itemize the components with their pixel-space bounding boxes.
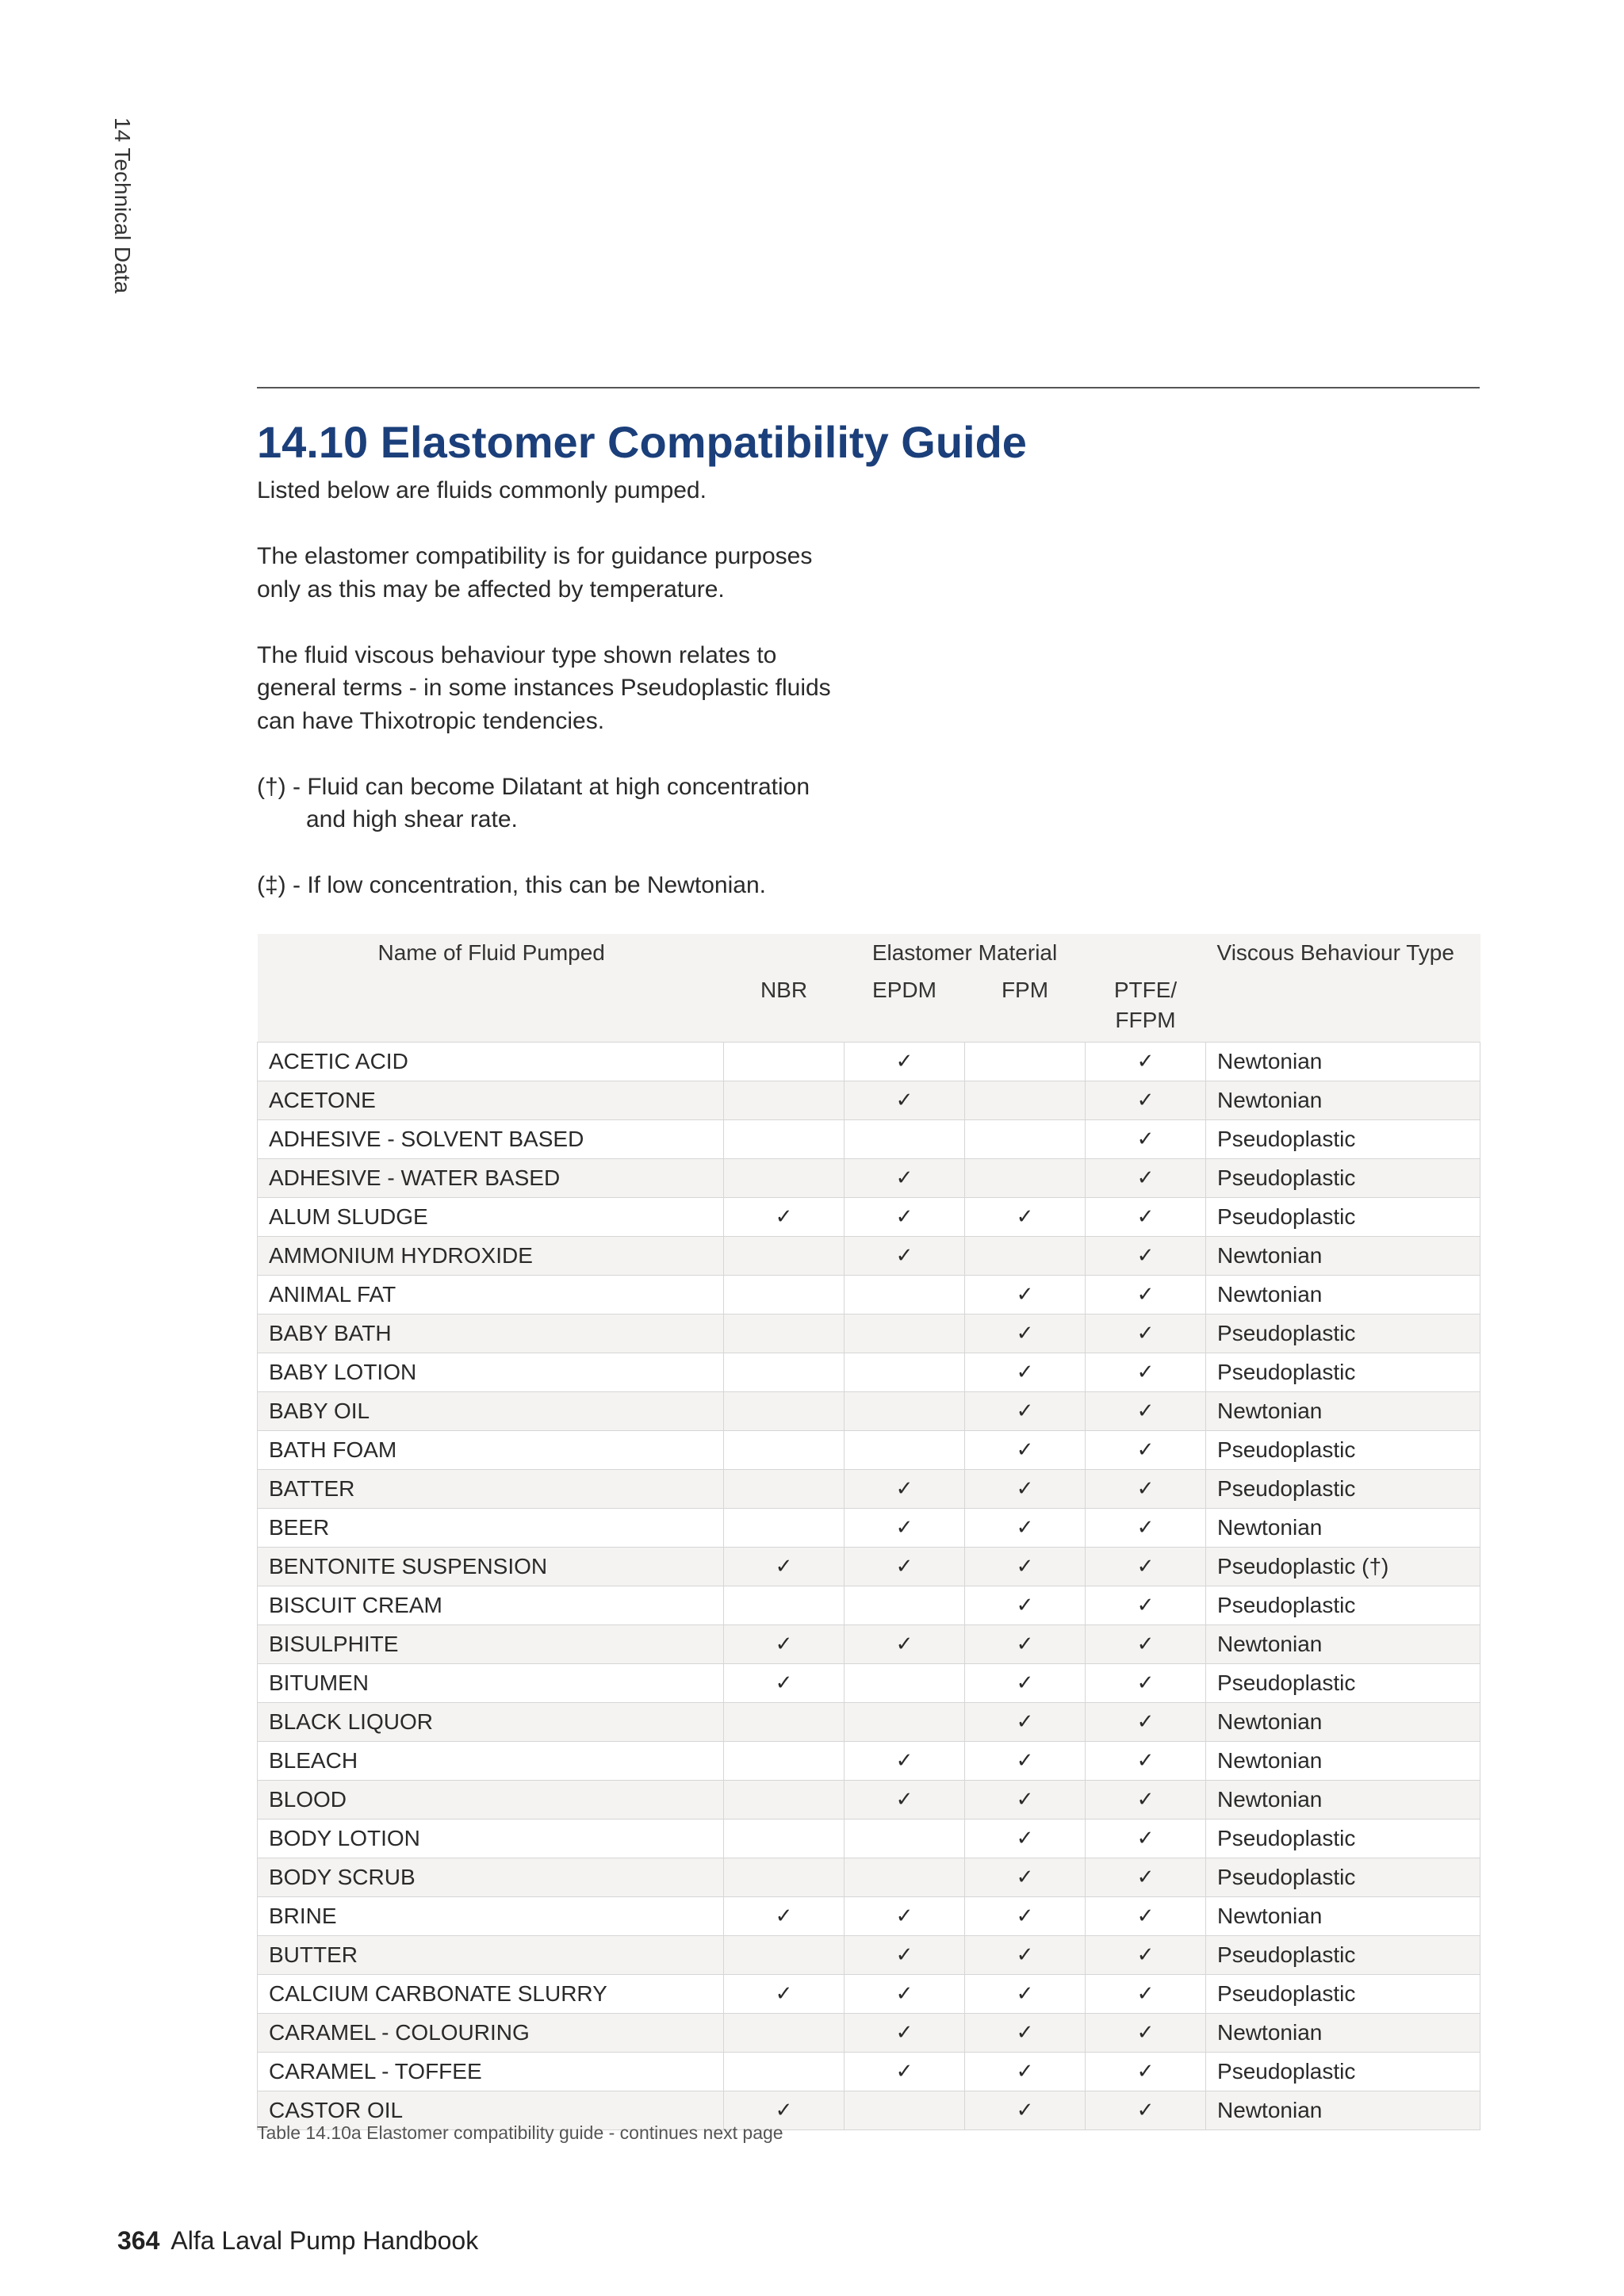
viscous-type-cell: Pseudoplastic	[1206, 1975, 1480, 2014]
table-row	[258, 1936, 1480, 1975]
ptfe-check-cell: ✓	[1086, 1703, 1206, 1742]
ptfe-check-cell: ✓	[1086, 1314, 1206, 1353]
viscous-type-cell: Pseudoplastic	[1206, 1353, 1480, 1392]
ptfe-check-cell: ✓	[1086, 1276, 1206, 1314]
epdm-check-cell: ✓	[845, 1198, 965, 1237]
nbr-check-cell: ✓	[724, 1198, 845, 1237]
page-title: 14.10 Elastomer Compatibility Guide	[257, 417, 1027, 467]
viscous-type-cell: Newtonian	[1206, 1043, 1480, 1081]
fpm-check-cell: ✓	[965, 1314, 1086, 1353]
fpm-check-cell: ✓	[965, 1431, 1086, 1470]
header-nbr: NBR	[724, 972, 845, 1043]
page-footer	[117, 2226, 478, 2256]
table-row	[258, 1664, 1480, 1703]
intro-p3-line3: can have Thixotropic tendencies.	[257, 707, 605, 734]
ptfe-check-cell: ✓	[1086, 1820, 1206, 1858]
nbr-check-cell	[724, 1314, 845, 1353]
fpm-check-cell: ✓	[965, 2014, 1086, 2053]
fpm-check-cell	[965, 1237, 1086, 1276]
ptfe-check-cell: ✓	[1086, 1781, 1206, 1820]
fluid-name-cell: CARAMEL - TOFFEE	[258, 2053, 724, 2091]
viscous-type-cell: Pseudoplastic	[1206, 2053, 1480, 2091]
epdm-check-cell: ✓	[845, 1742, 965, 1781]
nbr-check-cell	[724, 1703, 845, 1742]
fpm-check-cell: ✓	[965, 2091, 1086, 2130]
fluid-name-cell: BRINE	[258, 1897, 724, 1936]
fluid-name-cell: BLACK LIQUOR	[258, 1703, 724, 1742]
nbr-check-cell	[724, 1742, 845, 1781]
intro-p2-line1: The elastomer compatibility is for guidance purposes	[257, 543, 813, 569]
table-row	[258, 1781, 1480, 1820]
fpm-check-cell	[965, 1120, 1086, 1159]
epdm-check-cell: ✓	[845, 1548, 965, 1586]
fluid-name-cell: ADHESIVE - SOLVENT BASED	[258, 1120, 724, 1159]
intro-paragraph-2	[257, 540, 971, 606]
table-row	[258, 1548, 1480, 1586]
viscous-type-cell: Pseudoplastic	[1206, 1159, 1480, 1198]
fluid-name-cell: BITUMEN	[258, 1664, 724, 1703]
viscous-type-cell: Pseudoplastic	[1206, 1820, 1480, 1858]
viscous-type-cell: Pseudoplastic	[1206, 1470, 1480, 1509]
epdm-check-cell	[845, 1276, 965, 1314]
fpm-check-cell: ✓	[965, 1548, 1086, 1586]
nbr-check-cell	[724, 1159, 845, 1198]
compatibility-table	[257, 934, 1480, 2130]
fpm-check-cell: ✓	[965, 1820, 1086, 1858]
nbr-check-cell	[724, 1781, 845, 1820]
nbr-check-cell	[724, 1509, 845, 1548]
viscous-type-cell: Newtonian	[1206, 1781, 1480, 1820]
ptfe-check-cell: ✓	[1086, 1392, 1206, 1431]
table-row	[258, 1081, 1480, 1120]
nbr-check-cell: ✓	[724, 1664, 845, 1703]
ptfe-check-cell: ✓	[1086, 1120, 1206, 1159]
title-rule	[257, 387, 1480, 388]
fpm-check-cell: ✓	[965, 1897, 1086, 1936]
fpm-check-cell: ✓	[965, 1470, 1086, 1509]
table-row	[258, 1392, 1480, 1431]
ptfe-check-cell: ✓	[1086, 1470, 1206, 1509]
fluid-name-cell: BABY OIL	[258, 1392, 724, 1431]
epdm-check-cell: ✓	[845, 2014, 965, 2053]
fluid-name-cell: ANIMAL FAT	[258, 1276, 724, 1314]
ptfe-check-cell: ✓	[1086, 1548, 1206, 1586]
ptfe-check-cell: ✓	[1086, 1742, 1206, 1781]
fpm-check-cell: ✓	[965, 1392, 1086, 1431]
epdm-check-cell	[845, 2091, 965, 2130]
nbr-check-cell	[724, 2053, 845, 2091]
table-row	[258, 1237, 1480, 1276]
epdm-check-cell	[845, 1820, 965, 1858]
fluid-name-cell: CALCIUM CARBONATE SLURRY	[258, 1975, 724, 2014]
table-row	[258, 1625, 1480, 1664]
viscous-type-cell: Pseudoplastic	[1206, 1314, 1480, 1353]
viscous-type-cell: Newtonian	[1206, 1703, 1480, 1742]
intro-p3-line1: The fluid viscous behaviour type shown relates to	[257, 641, 777, 668]
epdm-check-cell: ✓	[845, 1470, 965, 1509]
table-caption: Table 14.10a Elastomer compatibility guide - continues next page	[257, 2122, 783, 2143]
ptfe-check-cell: ✓	[1086, 1897, 1206, 1936]
nbr-check-cell	[724, 1120, 845, 1159]
ptfe-check-cell: ✓	[1086, 1198, 1206, 1237]
epdm-check-cell	[845, 1392, 965, 1431]
viscous-type-cell: Newtonian	[1206, 1392, 1480, 1431]
fpm-check-cell: ✓	[965, 1858, 1086, 1897]
fpm-check-cell: ✓	[965, 1975, 1086, 2014]
fpm-check-cell: ✓	[965, 1276, 1086, 1314]
intro-p4-line2: and high shear rate.	[306, 806, 518, 832]
header-viscous-type: Viscous Behaviour Type	[1206, 934, 1480, 972]
ptfe-check-cell: ✓	[1086, 2053, 1206, 2091]
table-row	[258, 1586, 1480, 1625]
epdm-check-cell: ✓	[845, 1975, 965, 2014]
intro-p1-text: Listed below are fluids commonly pumped.	[257, 477, 707, 503]
epdm-check-cell: ✓	[845, 1781, 965, 1820]
epdm-check-cell: ✓	[845, 1043, 965, 1081]
fluid-name-cell: CARAMEL - COLOURING	[258, 2014, 724, 2053]
header-fpm: FPM	[965, 972, 1086, 1043]
viscous-type-cell: Pseudoplastic	[1206, 1664, 1480, 1703]
nbr-check-cell	[724, 1820, 845, 1858]
fluid-name-cell: BATTER	[258, 1470, 724, 1509]
fpm-check-cell	[965, 1159, 1086, 1198]
fluid-name-cell: BISCUIT CREAM	[258, 1586, 724, 1625]
header-elastomer-material: Elastomer Material	[724, 934, 1206, 972]
epdm-check-cell	[845, 1431, 965, 1470]
epdm-check-cell: ✓	[845, 1897, 965, 1936]
table-row	[258, 1353, 1480, 1392]
table-row	[258, 1703, 1480, 1742]
table-row	[258, 1975, 1480, 2014]
table-row	[258, 1742, 1480, 1781]
fluid-name-cell: BENTONITE SUSPENSION	[258, 1548, 724, 1586]
table-row	[258, 1431, 1480, 1470]
fluid-name-cell: BEER	[258, 1509, 724, 1548]
page-number: 364	[117, 2226, 160, 2255]
table-row	[258, 1470, 1480, 1509]
table-row	[258, 1159, 1480, 1198]
nbr-check-cell	[724, 1858, 845, 1897]
viscous-type-cell: Pseudoplastic	[1206, 1586, 1480, 1625]
nbr-check-cell	[724, 1431, 845, 1470]
viscous-type-cell: Newtonian	[1206, 1237, 1480, 1276]
nbr-check-cell: ✓	[724, 1975, 845, 2014]
viscous-type-cell: Newtonian	[1206, 1509, 1480, 1548]
epdm-check-cell: ✓	[845, 1081, 965, 1120]
epdm-check-cell: ✓	[845, 1625, 965, 1664]
viscous-type-cell: Pseudoplastic	[1206, 1120, 1480, 1159]
nbr-check-cell: ✓	[724, 1625, 845, 1664]
fluid-name-cell: ACETIC ACID	[258, 1043, 724, 1081]
nbr-check-cell	[724, 1586, 845, 1625]
fluid-name-cell: BODY LOTION	[258, 1820, 724, 1858]
compatibility-table-wrapper	[257, 934, 1480, 2130]
viscous-type-cell: Pseudoplastic (†)	[1206, 1548, 1480, 1586]
fluid-name-cell: ADHESIVE - WATER BASED	[258, 1159, 724, 1198]
fluid-name-cell: BATH FOAM	[258, 1431, 724, 1470]
fluid-name-cell: BLEACH	[258, 1742, 724, 1781]
fluid-name-cell: CASTOR OIL	[258, 2091, 724, 2130]
viscous-type-cell: Newtonian	[1206, 2091, 1480, 2130]
ptfe-check-cell: ✓	[1086, 1586, 1206, 1625]
fpm-check-cell: ✓	[965, 1703, 1086, 1742]
header-ptfe-ffpm	[1086, 972, 1206, 1043]
intro-paragraph-4	[257, 771, 971, 836]
fpm-check-cell: ✓	[965, 1198, 1086, 1237]
epdm-check-cell	[845, 1858, 965, 1897]
table-row	[258, 1198, 1480, 1237]
nbr-check-cell: ✓	[724, 1897, 845, 1936]
fpm-check-cell: ✓	[965, 1742, 1086, 1781]
fpm-check-cell: ✓	[965, 1509, 1086, 1548]
nbr-check-cell	[724, 1081, 845, 1120]
intro-p2-line2: only as this may be affected by temperature.	[257, 576, 725, 603]
viscous-type-cell: Newtonian	[1206, 1081, 1480, 1120]
ptfe-check-cell: ✓	[1086, 1509, 1206, 1548]
nbr-check-cell	[724, 1392, 845, 1431]
ptfe-check-cell: ✓	[1086, 1237, 1206, 1276]
fluid-name-cell: ALUM SLUDGE	[258, 1198, 724, 1237]
intro-paragraph-5	[257, 869, 971, 902]
nbr-check-cell	[724, 1936, 845, 1975]
table-row	[258, 2053, 1480, 2091]
fluid-name-cell: BUTTER	[258, 1936, 724, 1975]
fpm-check-cell: ✓	[965, 1353, 1086, 1392]
nbr-check-cell	[724, 1353, 845, 1392]
epdm-check-cell: ✓	[845, 1159, 965, 1198]
table-row	[258, 1120, 1480, 1159]
header-ptfe-line1: PTFE/	[1113, 978, 1178, 1002]
nbr-check-cell: ✓	[724, 1548, 845, 1586]
viscous-type-cell: Newtonian	[1206, 1742, 1480, 1781]
table-row	[258, 1314, 1480, 1353]
viscous-type-cell: Newtonian	[1206, 2014, 1480, 2053]
nbr-check-cell	[724, 1043, 845, 1081]
fluid-name-cell: BABY BATH	[258, 1314, 724, 1353]
epdm-check-cell	[845, 1120, 965, 1159]
header-spacer-right	[1206, 972, 1480, 1043]
viscous-type-cell: Pseudoplastic	[1206, 1198, 1480, 1237]
nbr-check-cell	[724, 1470, 845, 1509]
ptfe-check-cell: ✓	[1086, 1975, 1206, 2014]
fluid-name-cell: AMMONIUM HYDROXIDE	[258, 1237, 724, 1276]
fpm-check-cell: ✓	[965, 1586, 1086, 1625]
section-side-label: 14 Technical Data	[110, 117, 135, 294]
epdm-check-cell	[845, 1586, 965, 1625]
nbr-check-cell	[724, 2014, 845, 2053]
epdm-check-cell	[845, 1353, 965, 1392]
intro-p5-text: (‡) - If low concentration, this can be Newtonian.	[257, 872, 766, 898]
fluid-name-cell: BISULPHITE	[258, 1625, 724, 1664]
ptfe-check-cell: ✓	[1086, 1625, 1206, 1664]
ptfe-check-cell: ✓	[1086, 1431, 1206, 1470]
viscous-type-cell: Newtonian	[1206, 1625, 1480, 1664]
table-row	[258, 2014, 1480, 2053]
ptfe-check-cell: ✓	[1086, 2014, 1206, 2053]
table-row	[258, 1858, 1480, 1897]
table-header	[258, 934, 1480, 1043]
intro-paragraph-3	[257, 639, 971, 738]
fpm-check-cell	[965, 1081, 1086, 1120]
table-row	[258, 1820, 1480, 1858]
fpm-check-cell: ✓	[965, 1781, 1086, 1820]
intro-text	[257, 474, 971, 935]
epdm-check-cell: ✓	[845, 2053, 965, 2091]
viscous-type-cell: Pseudoplastic	[1206, 1936, 1480, 1975]
header-ptfe-line2: FFPM	[1115, 1008, 1176, 1032]
fpm-check-cell	[965, 1043, 1086, 1081]
viscous-type-cell: Newtonian	[1206, 1276, 1480, 1314]
table-row	[258, 1509, 1480, 1548]
fpm-check-cell: ✓	[965, 1936, 1086, 1975]
viscous-type-cell: Pseudoplastic	[1206, 1431, 1480, 1470]
table-row	[258, 1043, 1480, 1081]
epdm-check-cell: ✓	[845, 1237, 965, 1276]
table-body	[258, 1043, 1480, 2130]
table-row	[258, 1897, 1480, 1936]
ptfe-check-cell: ✓	[1086, 1159, 1206, 1198]
nbr-check-cell	[724, 1237, 845, 1276]
epdm-check-cell: ✓	[845, 1509, 965, 1548]
ptfe-check-cell: ✓	[1086, 1664, 1206, 1703]
fluid-name-cell: BODY SCRUB	[258, 1858, 724, 1897]
book-title: Alfa Laval Pump Handbook	[170, 2226, 479, 2255]
header-epdm: EPDM	[845, 972, 965, 1043]
header-spacer	[258, 972, 724, 1043]
epdm-check-cell: ✓	[845, 1936, 965, 1975]
ptfe-check-cell: ✓	[1086, 1936, 1206, 1975]
nbr-check-cell	[724, 1276, 845, 1314]
ptfe-check-cell: ✓	[1086, 1043, 1206, 1081]
viscous-type-cell: Newtonian	[1206, 1897, 1480, 1936]
epdm-check-cell	[845, 1703, 965, 1742]
intro-p4-line1: (†) - Fluid can become Dilatant at high concentration	[257, 773, 810, 800]
fpm-check-cell: ✓	[965, 2053, 1086, 2091]
ptfe-check-cell: ✓	[1086, 1858, 1206, 1897]
fluid-name-cell: ACETONE	[258, 1081, 724, 1120]
ptfe-check-cell: ✓	[1086, 1081, 1206, 1120]
intro-paragraph-1	[257, 474, 971, 507]
fpm-check-cell: ✓	[965, 1664, 1086, 1703]
table-row	[258, 1276, 1480, 1314]
header-fluid-name: Name of Fluid Pumped	[258, 934, 724, 972]
epdm-check-cell	[845, 1664, 965, 1703]
intro-p3-line2: general terms - in some instances Pseudoplastic fluids	[257, 675, 831, 701]
ptfe-check-cell: ✓	[1086, 2091, 1206, 2130]
ptfe-check-cell: ✓	[1086, 1353, 1206, 1392]
fluid-name-cell: BABY LOTION	[258, 1353, 724, 1392]
viscous-type-cell: Pseudoplastic	[1206, 1858, 1480, 1897]
fpm-check-cell: ✓	[965, 1625, 1086, 1664]
fluid-name-cell: BLOOD	[258, 1781, 724, 1820]
epdm-check-cell	[845, 1314, 965, 1353]
nbr-check-cell: ✓	[724, 2091, 845, 2130]
